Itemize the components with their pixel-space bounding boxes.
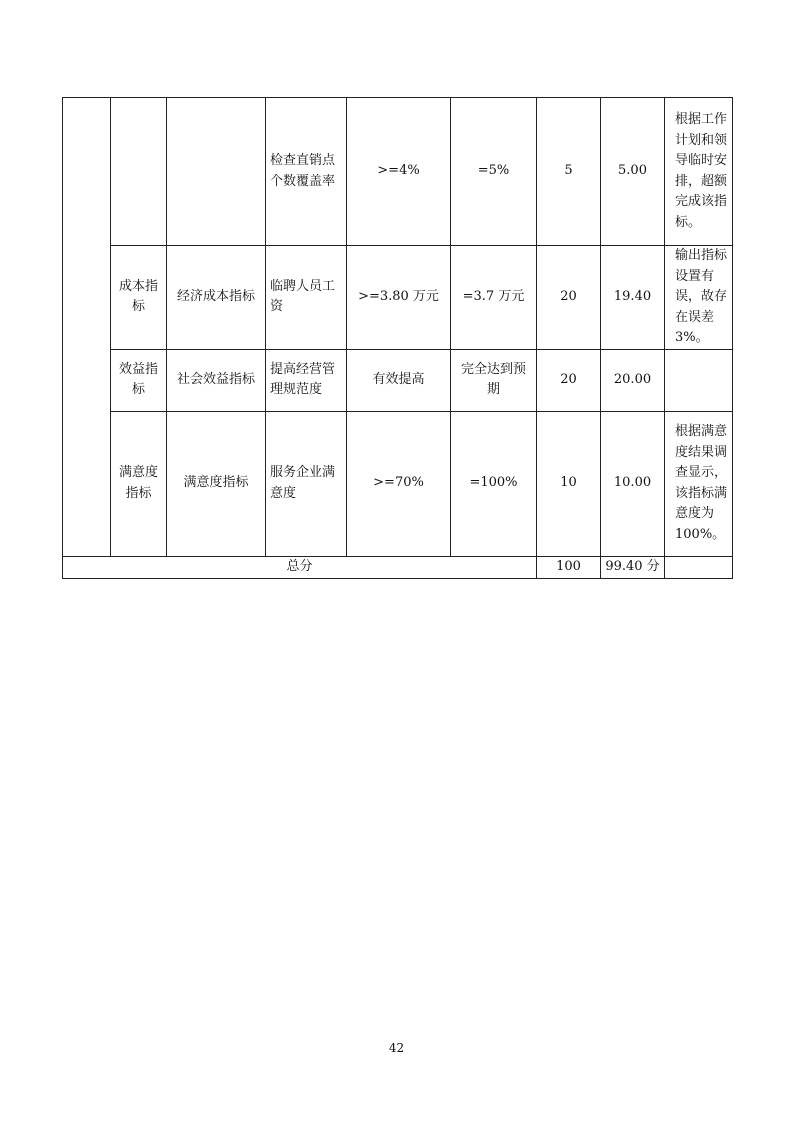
indicator-cell: 提高经营管理规范度 xyxy=(266,349,347,411)
level3-indicator-cell xyxy=(167,98,266,246)
level3-indicator-cell: 社会效益指标 xyxy=(167,349,266,411)
level2-indicator-cell: 满意度指标 xyxy=(111,411,167,556)
table-row xyxy=(63,411,733,556)
actual-value-cell: =5% xyxy=(451,98,537,246)
level2-indicator-cell: 效益指标 xyxy=(111,349,167,411)
target-value-cell: >=4% xyxy=(347,98,451,246)
table-row xyxy=(63,98,733,246)
indicator-cell: 临聘人员工资 xyxy=(266,246,347,350)
weight-cell: 20 xyxy=(537,246,601,350)
total-label: 总分 xyxy=(63,556,537,578)
table-row xyxy=(63,246,733,350)
target-value-cell: >=3.80 万元 xyxy=(347,246,451,350)
total-note xyxy=(665,556,733,578)
note-cell: 根据满意度结果调查显示，该指标满意度为 100%。 xyxy=(665,411,733,556)
target-value-cell: >=70% xyxy=(347,411,451,556)
total-score: 99.40 分 xyxy=(601,556,665,578)
score-cell: 5.00 xyxy=(601,98,665,246)
score-cell: 10.00 xyxy=(601,411,665,556)
page-number: 42 xyxy=(388,1041,405,1055)
weight-cell: 10 xyxy=(537,411,601,556)
total-weight: 100 xyxy=(537,556,601,578)
score-cell: 19.40 xyxy=(601,246,665,350)
note-cell: 根据工作计划和领导临时安排，超额完成该指标。 xyxy=(665,98,733,246)
weight-cell: 20 xyxy=(537,349,601,411)
indicator-cell: 检查直销点个数覆盖率 xyxy=(266,98,347,246)
total-row xyxy=(63,556,733,578)
performance-table xyxy=(62,97,733,579)
actual-value-cell: =100% xyxy=(451,411,537,556)
weight-cell: 5 xyxy=(537,98,601,246)
actual-value-cell: 完全达到预期 xyxy=(451,349,537,411)
level3-indicator-cell: 满意度指标 xyxy=(167,411,266,556)
score-cell: 20.00 xyxy=(601,349,665,411)
level2-indicator-cell xyxy=(111,98,167,246)
level3-indicator-cell: 经济成本指标 xyxy=(167,246,266,350)
note-cell xyxy=(665,349,733,411)
actual-value-cell: =3.7 万元 xyxy=(451,246,537,350)
target-value-cell: 有效提高 xyxy=(347,349,451,411)
table-row xyxy=(63,349,733,411)
note-cell: 输出指标设置有误，故存在误差 3%。 xyxy=(665,246,733,350)
level2-indicator-cell: 成本指标 xyxy=(111,246,167,350)
level1-indicator-cell xyxy=(63,98,111,557)
indicator-cell: 服务企业满意度 xyxy=(266,411,347,556)
